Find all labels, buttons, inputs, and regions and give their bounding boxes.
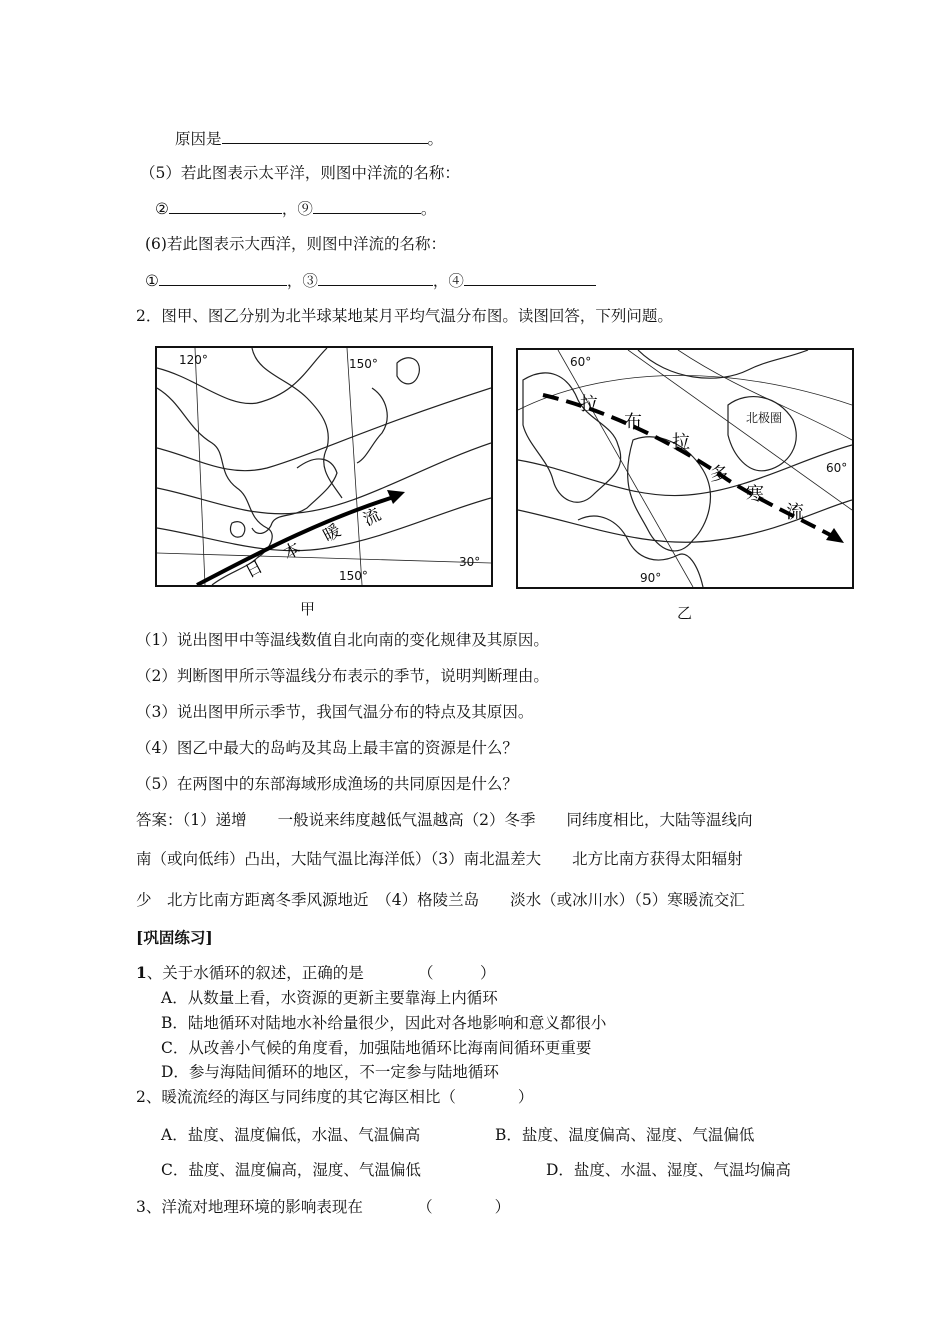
practice-q1-option-d[interactable]: D．参与海陆间循环的地区，不一定参与陆地循环 bbox=[161, 1063, 499, 1081]
practice-q1-text: 、关于水循环的叙述，正确的是 （ ） bbox=[146, 964, 496, 982]
practice-q2-stem: 2、暖流流经的海区与同纬度的其它海区相比（ ） bbox=[136, 1088, 534, 1106]
isotherm-yi-3 bbox=[638, 350, 808, 378]
q2-sub-3: （3）说出图甲所示季节，我国气温分布的特点及其原因。 bbox=[136, 703, 534, 721]
island-north bbox=[397, 358, 419, 384]
q5-blank-9[interactable] bbox=[313, 198, 421, 214]
practice-q1-num: 1 bbox=[136, 963, 147, 982]
meridian-150 bbox=[347, 348, 362, 585]
lat-label-60-right: 60° bbox=[826, 461, 848, 475]
lat-label-30: 30° bbox=[459, 555, 481, 569]
q2-sub-1: （1）说出图甲中等温线数值自北向南的变化规律及其原因。 bbox=[136, 631, 549, 649]
answer-line-3: 少 北方比南方距离冬季风源地近 （4）格陵兰岛 淡水（或冰川水）（5）寒暖流交汇 bbox=[136, 891, 745, 909]
reason-suffix: 。 bbox=[427, 130, 444, 148]
q6-blank-1[interactable] bbox=[159, 270, 287, 286]
practice-q3-stem: 3、洋流对地理环境的影响表现在 （ ） bbox=[136, 1198, 511, 1216]
q5-end: 。 bbox=[420, 200, 437, 218]
labrador-char-6: 流 bbox=[786, 502, 804, 523]
labrador-char-3: 拉 bbox=[672, 432, 690, 453]
labrador-char-2: 布 bbox=[624, 412, 642, 433]
labrador-char-5: 寒 bbox=[746, 484, 764, 505]
parallel-30 bbox=[157, 553, 491, 563]
reason-line bbox=[175, 128, 443, 149]
labrador-char-4: 多 bbox=[710, 464, 728, 485]
q2-sub-4: （4）图乙中最大的岛屿及其岛上最丰富的资源是什么？ bbox=[136, 739, 518, 757]
q6-label-1: ① bbox=[145, 272, 159, 290]
practice-q1-option-c[interactable]: C．从改善小气候的角度看，加强陆地循环比海南间循环更重要 bbox=[161, 1039, 592, 1057]
labrador-char-1: 拉 bbox=[580, 394, 598, 415]
isotherm-2 bbox=[157, 443, 491, 514]
practice-q1-option-a[interactable]: A．从数量上看，水资源的更新主要靠海上内循环 bbox=[161, 989, 498, 1007]
lon-label-120: 120° bbox=[179, 353, 208, 367]
caption-jia: 甲 bbox=[300, 600, 316, 618]
q6-label-3: ，③ bbox=[286, 272, 318, 290]
practice-q2-option-c[interactable]: C．盐度、温度偏高，湿度、气温偏低 bbox=[161, 1161, 421, 1179]
arctic-circle-label: 北极圈 bbox=[746, 411, 783, 425]
q5-blank-2[interactable] bbox=[169, 198, 282, 214]
island-small bbox=[230, 522, 244, 537]
answer-line-2: 南（或向低纬）凸出，大陆气温比海洋低）（3）南北温差大 北方比南方获得太阳辐射 bbox=[136, 850, 743, 868]
q5-label-9: ，⑨ bbox=[281, 200, 313, 218]
island-west bbox=[523, 373, 621, 502]
kuroshio-char-2: 本 bbox=[279, 538, 305, 565]
reason-blank[interactable] bbox=[222, 128, 428, 144]
q2-sub-5: （5）在两图中的东部海域形成渔场的共同原因是什么？ bbox=[136, 775, 518, 793]
lon-label-150-bottom: 150° bbox=[339, 569, 368, 583]
practice-q1-stem bbox=[136, 963, 496, 983]
answer-line-1: 答案：（1）递增 一般说来纬度越低气温越高（2）冬季 同纬度相比，大陆等温线向 bbox=[136, 811, 753, 829]
q6-label-4: ，④ bbox=[432, 272, 464, 290]
reason-prefix: 原因是 bbox=[175, 130, 222, 148]
q5-label-2: ② bbox=[155, 200, 169, 218]
parallel-60 bbox=[518, 375, 852, 410]
kuroshio-char-4: 流 bbox=[359, 504, 385, 531]
caption-yi: 乙 bbox=[677, 604, 693, 622]
practice-heading: [巩固练习] bbox=[136, 928, 213, 947]
q5-stem: （5）若此图表示太平洋，则图中洋流的名称： bbox=[140, 164, 460, 182]
kuroshio-char-3: 暖 bbox=[319, 520, 345, 547]
q5-answers bbox=[155, 198, 436, 219]
q6-answers bbox=[145, 270, 596, 291]
practice-q2-option-a[interactable]: A．盐度、温度偏低，水温、气温偏高 bbox=[161, 1126, 421, 1144]
kuroshio-char-1: 日 bbox=[241, 556, 267, 583]
lon-label-90: 90° bbox=[640, 571, 662, 585]
coastline-peninsula bbox=[252, 348, 342, 498]
q2-sub-2: （2）判断图甲所示等温线分布表示的季节，说明判断理由。 bbox=[136, 667, 549, 685]
q6-blank-3[interactable] bbox=[318, 270, 433, 286]
q6-stem: (6)若此图表示大西洋，则图中洋流的名称： bbox=[145, 235, 446, 253]
map-jia bbox=[155, 346, 493, 587]
q6-blank-4[interactable] bbox=[464, 270, 596, 286]
practice-q1-option-b[interactable]: B．陆地循环对陆地水补给量很少，因此对各地影响和意义都很小 bbox=[161, 1014, 607, 1032]
practice-q2-option-d[interactable]: D．盐度、水温、湿度、气温均偏高 bbox=[546, 1161, 791, 1179]
lon-label-150-top: 150° bbox=[349, 357, 378, 371]
map-yi bbox=[516, 348, 854, 589]
practice-q2-option-b[interactable]: B．盐度、温度偏高、湿度、气温偏低 bbox=[495, 1126, 755, 1144]
q2-stem: 2．图甲、图乙分别为北半球某地某月平均气温分布图。读图回答，下列问题。 bbox=[136, 307, 673, 325]
lat-label-60-left: 60° bbox=[570, 355, 592, 369]
